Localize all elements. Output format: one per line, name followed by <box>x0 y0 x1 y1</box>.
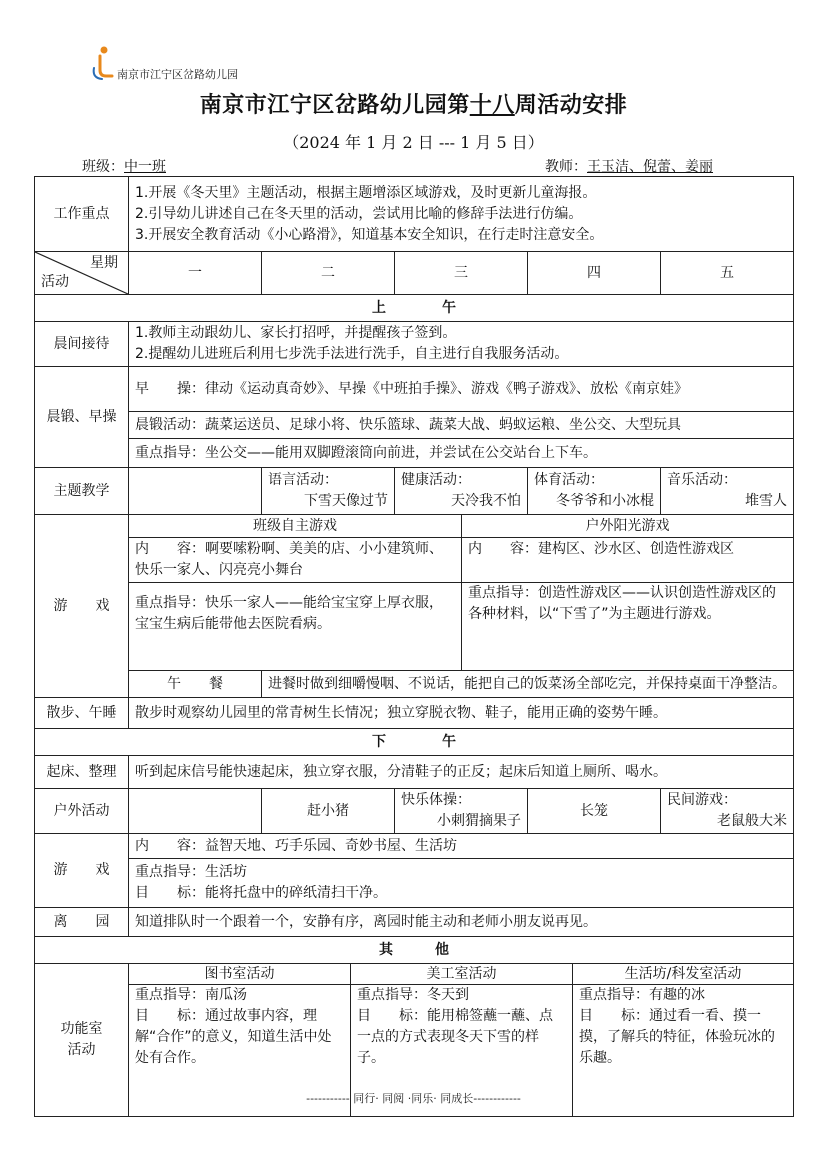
page-footer: ----------- 同行· 同阅 ·同乐· 同成长------------ <box>306 1092 521 1105</box>
reception-item: 2.提醒幼儿进班后利用七步洗手法进行洗手，自主进行自我服务活动。 <box>135 346 569 362</box>
school-logo <box>90 46 250 82</box>
theme-cell-title: 语言活动： <box>268 472 338 488</box>
other-section-heading: 其 他 <box>35 937 794 964</box>
outdoor-cell-name: 长笼 <box>580 802 608 819</box>
lunch-row <box>35 671 794 698</box>
day-monday: 一 <box>129 252 262 295</box>
exercise-row-3 <box>35 439 794 468</box>
wakeup-row <box>35 756 794 789</box>
exercise-row-2 <box>35 412 794 439</box>
title-week: 十八 <box>469 92 515 118</box>
theme-cell <box>262 468 395 515</box>
outdoor-games-guide: 重点指导：创造性游戏区——认识创造性游戏区的各种材料，以“下雪了”为主题进行游戏。 <box>468 585 776 622</box>
day-tuesday: 二 <box>262 252 395 295</box>
outdoor-games-title: 户外阳光游戏 <box>585 518 670 534</box>
date-range: （2024 年 1 月 2 日 --- 1 月 5 日） <box>283 133 544 152</box>
exercise-line: 早 操：律动《运动真奇妙》、早操《中班拍手操》、游戏《鸭子游戏》、放松《南京娃》 <box>129 367 794 412</box>
outdoor-cell <box>661 789 794 834</box>
library-room-guide: 重点指导：南瓜汤 <box>135 987 247 1003</box>
theme-cell-name: 天冷我不怕 <box>451 493 521 509</box>
weekday-row <box>35 252 794 295</box>
teacher-value: 王玉洁、倪蕾、姜丽 <box>587 159 713 175</box>
games-content-row <box>35 538 794 671</box>
class-games-content: 内 容：啊要嗦粉啊、美美的店、小小建筑师、快乐一家人、闪亮亮小舞台 <box>129 538 461 583</box>
life-science-room-goal: 目 标：通过看一看、摸一摸，了解兵的特征，体验玩冰的乐趣。 <box>579 1008 775 1066</box>
reception-content <box>129 322 794 367</box>
pm-games-row-2 <box>35 859 794 908</box>
pm-games-label: 游 戏 <box>35 834 129 908</box>
class-info <box>82 156 166 176</box>
outdoor-cell-title: 民间游戏： <box>667 792 737 808</box>
library-room-title: 图书室活动 <box>129 964 350 985</box>
teacher-label: 教师： <box>545 159 587 175</box>
pm-games-guide: 重点指导：生活坊 <box>135 864 247 880</box>
day-friday: 五 <box>661 252 794 295</box>
games-title-row <box>35 515 794 538</box>
library-room-goal: 目 标：通过故事内容，理解“合作”的意义，知道生活中处处有合作。 <box>135 1008 332 1066</box>
title-prefix: 南京市江宁区岔路幼儿园第 <box>199 92 470 118</box>
logo-icon <box>90 46 114 80</box>
exercise-guide: 重点指导：坐公交——能用双脚蹬滚筒向前进，并尝试在公交站台上下车。 <box>129 439 794 468</box>
afternoon-section-heading: 下 午 <box>35 729 794 756</box>
exercise-row-1 <box>35 367 794 412</box>
class-games-guide: 重点指导：快乐一家人——能给宝宝穿上厚衣服，宝宝生病后能带他去医院看病。 <box>135 595 443 632</box>
theme-cell-name: 堆雪人 <box>745 493 788 509</box>
exercise-line: 晨锻活动：蔬菜运送员、足球小将、快乐篮球、蔬菜大战、蚂蚁运粮、坐公交、大型玩具 <box>129 412 794 439</box>
page-title <box>0 88 827 119</box>
morning-section-row <box>35 295 794 322</box>
leave-row <box>35 908 794 937</box>
theme-cell <box>129 468 262 515</box>
logo-text: 南京市江宁区岔路幼儿园 <box>117 68 238 81</box>
other-section-row <box>35 937 794 964</box>
outdoor-cell-name: 老鼠般大米 <box>717 813 788 829</box>
outdoor-row <box>35 789 794 834</box>
weekday-label: 星期 <box>90 255 118 271</box>
focus-item: 2.引导幼儿讲述自己在冬天里的活动，尝试用比喻的修辞手法进行仿编。 <box>135 205 583 222</box>
teacher-info <box>545 156 713 176</box>
focus-row <box>35 177 794 252</box>
theme-row <box>35 468 794 515</box>
class-games-column <box>129 538 462 670</box>
schedule-table <box>34 176 794 1117</box>
title-suffix: 周活动安排 <box>514 92 628 118</box>
games-label: 游 戏 <box>35 515 129 698</box>
outdoor-cell-name: 赶小猪 <box>307 802 349 819</box>
theme-cell-name: 下雪天像过节 <box>304 493 388 509</box>
focus-item: 1.开展《冬天里》主题活动，根据主题增添区域游戏，及时更新儿童海报。 <box>135 184 597 201</box>
theme-cell <box>395 468 528 515</box>
afternoon-section-row <box>35 729 794 756</box>
class-value: 中一班 <box>124 159 166 175</box>
art-room-goal: 目 标：能用棉签蘸一蘸、点一点的方式表现冬天下雪的样子。 <box>357 1008 553 1066</box>
outdoor-games-column <box>462 538 793 670</box>
theme-cell-title: 音乐活动： <box>667 472 737 488</box>
pm-games-content: 内 容：益智天地、巧手乐园、奇妙书屋、生活坊 <box>129 834 794 859</box>
reception-item: 1.教师主动跟幼儿、家长打招呼，并提醒孩子签到。 <box>135 325 457 341</box>
class-label: 班级： <box>82 159 124 175</box>
class-games-title: 班级自主游戏 <box>129 515 462 537</box>
outdoor-label: 户外活动 <box>35 789 129 834</box>
pm-games-row-1 <box>35 834 794 859</box>
morning-section-heading: 上 午 <box>35 295 794 322</box>
day-wednesday: 三 <box>395 252 528 295</box>
nap-label: 散步、午睡 <box>35 698 129 729</box>
life-science-room-title: 生活坊/科发室活动 <box>573 964 793 985</box>
outdoor-cell <box>262 789 395 834</box>
art-room-guide: 重点指导：冬天到 <box>357 987 469 1003</box>
games-titles <box>129 515 793 537</box>
outdoor-cell <box>129 789 262 834</box>
games-panel <box>129 515 794 538</box>
focus-content <box>129 177 794 252</box>
outdoor-games-content: 内 容：建构区、沙水区、创造性游戏区 <box>462 538 793 583</box>
wakeup-label: 起床、整理 <box>35 756 129 789</box>
weekday-diagonal-cell <box>35 252 129 295</box>
focus-item: 3.开展安全教育活动《小心路滑》，知道基本安全知识，在行走时注意安全。 <box>135 226 604 243</box>
nap-content: 散步时观察幼儿园里的常青树生长情况；独立穿脱衣物、鞋子，能用正确的姿势午睡。 <box>129 698 794 729</box>
activity-label: 活动 <box>41 274 69 290</box>
lunch-label: 午 餐 <box>129 671 262 698</box>
life-science-room-guide: 重点指导：有趣的冰 <box>579 987 705 1003</box>
wakeup-content: 听到起床信号能快速起床，独立穿衣服，分清鞋子的正反；起床后知道上厕所、喝水。 <box>129 756 794 789</box>
nap-row <box>35 698 794 729</box>
theme-label: 主题教学 <box>35 468 129 515</box>
focus-label: 工作重点 <box>35 177 129 252</box>
outdoor-cell <box>528 789 661 834</box>
theme-cell <box>661 468 794 515</box>
exercise-label: 晨锻、早操 <box>35 367 129 468</box>
theme-cell <box>528 468 661 515</box>
theme-cell-title: 健康活动： <box>401 472 471 488</box>
outdoor-cell <box>395 789 528 834</box>
leave-label: 离 园 <box>35 908 129 937</box>
pm-games-detail <box>129 859 794 908</box>
day-thursday: 四 <box>528 252 661 295</box>
games-content-columns <box>129 538 793 670</box>
theme-cell-title: 体育活动： <box>534 472 604 488</box>
outdoor-cell-title: 快乐体操： <box>401 792 471 808</box>
leave-content: 知道排队时一个跟着一个，安静有序，离园时能主动和老师小朋友说再见。 <box>129 908 794 937</box>
games-content-panel <box>129 538 794 671</box>
function-room-label: 功能室 活动 <box>35 964 129 1117</box>
art-room-title: 美工室活动 <box>351 964 572 985</box>
outdoor-cell-name: 小刺猬摘果子 <box>437 813 521 829</box>
reception-label: 晨间接待 <box>35 322 129 367</box>
reception-row <box>35 322 794 367</box>
theme-cell-name: 冬爷爷和小冰棍 <box>556 493 654 509</box>
pm-games-goal: 目 标：能将托盘中的碎纸清扫干净。 <box>135 885 387 901</box>
lunch-content: 进餐时做到细嚼慢咽、不说话，能把自己的饭菜汤全部吃完，并保持桌面干净整洁。 <box>262 671 794 698</box>
